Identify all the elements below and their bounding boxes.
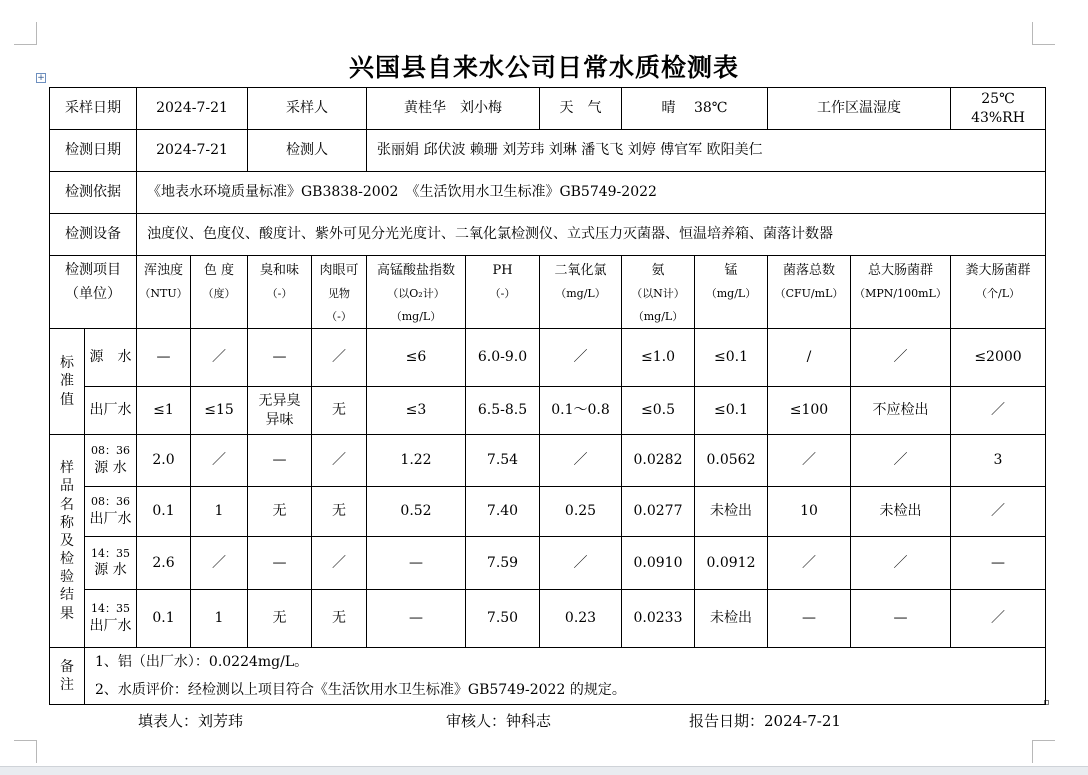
standard-value-cell[interactable]: ≤1 [137, 387, 191, 435]
tester-label: 检测人 [248, 130, 367, 172]
result-value-cell[interactable]: 0.0562 [695, 435, 768, 487]
result-value-cell[interactable]: ／ [851, 435, 951, 487]
column-header-line: （MPN/100mL） [854, 287, 947, 300]
column-header-line: 二氧化氯 [554, 263, 607, 278]
sample-time: 08：36 [91, 495, 130, 509]
result-value-cell[interactable]: ／ [312, 435, 367, 487]
samples-group-char: 品 [60, 478, 74, 495]
standard-row-label: 源 水 [85, 329, 137, 387]
water-quality-table [49, 87, 1046, 705]
result-value-cell[interactable]: 无 [248, 487, 312, 537]
sample-row-label [85, 487, 137, 537]
result-value-cell[interactable]: 未检出 [695, 590, 768, 648]
sample-type: 源 水 [94, 459, 127, 476]
move-icon[interactable]: + [37, 73, 45, 83]
result-value-cell[interactable]: ／ [951, 487, 1046, 537]
column-header-line: （-） [489, 287, 516, 300]
result-value-cell[interactable]: 0.1 [137, 487, 191, 537]
page-title: 兴国县自来水公司日常水质检测表 [348, 53, 739, 82]
standard-value-cell[interactable]: 无 [312, 387, 367, 435]
standard-value-cell[interactable]: ／ [951, 387, 1046, 435]
result-value-cell[interactable]: 未检出 [695, 487, 768, 537]
standard-value-cell[interactable]: ≤2000 [951, 329, 1046, 387]
column-header-line: （-） [266, 287, 293, 300]
column-header [768, 256, 851, 329]
result-value-cell[interactable]: 0.0910 [622, 537, 695, 590]
column-header [851, 256, 951, 329]
samples-group-char: 检 [60, 551, 74, 568]
remarks-label-char: 注 [60, 677, 74, 693]
column-header-line: （CFU/mL） [774, 287, 844, 300]
items-header-label-line1: 检测项目 [65, 262, 121, 278]
standard-value-cell[interactable]: 6.5-8.5 [466, 387, 540, 435]
column-header-line: 粪大肠菌群 [965, 263, 1031, 278]
standard-value-cell[interactable]: ≤3 [367, 387, 466, 435]
column-header-line: （-） [326, 310, 352, 323]
remarks-label-char: 备 [60, 658, 74, 675]
standard-value-cell[interactable]: — [248, 329, 312, 387]
standard-value-cell[interactable]: ≤15 [191, 387, 248, 435]
result-value-cell[interactable]: ／ [540, 537, 622, 590]
column-header [248, 256, 312, 329]
result-value-cell[interactable]: 无 [248, 590, 312, 648]
column-header-line: 氨 [651, 263, 665, 278]
sample-type: 出厂水 [89, 617, 132, 634]
standard-value-cell[interactable]: ≤0.1 [695, 387, 768, 435]
sample-row-label [85, 590, 137, 648]
result-value-cell[interactable]: 7.40 [466, 487, 540, 537]
samples-group-char: 结 [60, 587, 74, 604]
standard-value-cell[interactable]: 无异臭异味 [248, 387, 312, 435]
result-value-cell[interactable]: 0.0233 [622, 590, 695, 648]
column-header [137, 256, 191, 329]
result-value-cell[interactable]: 无 [312, 590, 367, 648]
column-header-line: 见物 [328, 287, 350, 300]
result-value-cell[interactable]: 0.25 [540, 487, 622, 537]
column-header [191, 256, 248, 329]
result-value-cell[interactable]: 3 [951, 435, 1046, 487]
column-header [367, 256, 466, 329]
test-date-value[interactable]: 2024-7-21 [137, 130, 248, 172]
result-value-cell[interactable]: 2.0 [137, 435, 191, 487]
result-value-cell[interactable]: ／ [191, 435, 248, 487]
standard-value-cell[interactable]: ／ [851, 329, 951, 387]
result-value-cell[interactable]: 未检出 [851, 487, 951, 537]
env-label: 工作区温湿度 [768, 88, 951, 130]
result-value-cell[interactable]: 0.1 [137, 590, 191, 648]
page-corner-mark [14, 740, 37, 763]
result-value-cell[interactable]: — [851, 590, 951, 648]
result-value-cell[interactable]: ／ [768, 435, 851, 487]
standard-row-label: 出厂水 [85, 387, 137, 435]
samples-group-char: 验 [60, 569, 74, 586]
column-header-line: 锰 [724, 263, 738, 278]
result-value-cell[interactable]: 0.0282 [622, 435, 695, 487]
standard-group-char: 标 [60, 355, 74, 372]
remarks-line-1: 1、铝（出厂水）：0.0224mg/L。 [95, 654, 309, 670]
result-value-cell[interactable]: — [248, 537, 312, 590]
equipment-label: 检测设备 [50, 214, 137, 256]
column-header-line: （以N计） [631, 287, 685, 300]
samples-group-char: 名 [60, 496, 74, 513]
sampler-label: 采样人 [248, 88, 367, 130]
sample-row-label [85, 435, 137, 487]
samples-group-char: 样 [60, 460, 74, 477]
standard-value-cell[interactable]: ≤0.1 [695, 329, 768, 387]
result-value-cell[interactable]: ／ [951, 590, 1046, 648]
standard-value-cell[interactable]: ≤1.0 [622, 329, 695, 387]
result-value-cell[interactable]: 0.52 [367, 487, 466, 537]
column-header-line: （mg/L） [632, 310, 684, 323]
sample-type: 源 水 [94, 562, 127, 579]
column-header-line: （以O₂计） [387, 287, 445, 300]
result-value-cell[interactable]: ／ [540, 435, 622, 487]
result-value-cell[interactable]: — [367, 590, 466, 648]
standard-value-cell[interactable]: ≤100 [768, 387, 851, 435]
standard-value-cell[interactable]: 0.1～0.8 [540, 387, 622, 435]
result-value-cell[interactable]: 无 [312, 487, 367, 537]
column-header [466, 256, 540, 329]
column-header-line: PH [492, 263, 513, 278]
result-value-cell[interactable]: 10 [768, 487, 851, 537]
sample-date-label: 采样日期 [50, 88, 137, 130]
basis-value[interactable]: 《地表水环境质量标准》GB3838-2002 《生活饮用水卫生标准》GB5749-2022 [137, 172, 1046, 214]
standard-value-cell[interactable]: ／ [540, 329, 622, 387]
standard-value-cell[interactable]: 不应检出 [851, 387, 951, 435]
env-value[interactable]: 25℃ 43%RH [951, 88, 1046, 130]
result-value-cell[interactable]: 1 [191, 487, 248, 537]
remarks-content[interactable] [85, 648, 1046, 705]
column-header [695, 256, 768, 329]
samples-group-char: 称 [60, 514, 74, 531]
tester-value[interactable]: 张丽娟 邱伏波 赖珊 刘芳玮 刘琳 潘飞飞 刘婷 傅官军 欧阳美仁 [367, 130, 1046, 172]
weather-label: 天 气 [540, 88, 622, 130]
sample-time: 14：35 [91, 602, 130, 616]
result-value-cell[interactable]: ／ [191, 537, 248, 590]
remarks-label [50, 648, 85, 705]
column-header [540, 256, 622, 329]
test-date-label: 检测日期 [50, 130, 137, 172]
reviewed-by: 审核人：钟科志 [446, 712, 552, 730]
result-value-cell[interactable]: — [768, 590, 851, 648]
sample-row-label [85, 537, 137, 590]
report-date: 报告日期：2024-7-21 [689, 712, 841, 730]
filled-by: 填表人：刘芳玮 [138, 712, 244, 730]
column-header-line: （度） [202, 287, 236, 300]
column-header-line: 浑浊度 [143, 263, 183, 278]
equipment-value[interactable]: 浊度仪、色度仪、酸度计、紫外可见分光光度计、二氧化氯检测仪、立式压力灭菌器、恒温培养箱、菌落计数器 [137, 214, 1046, 256]
items-header-label-line2: （单位） [65, 286, 121, 302]
samples-group-label [50, 435, 85, 648]
standard-value-cell[interactable]: — [137, 329, 191, 387]
weather-value[interactable]: 晴 38℃ [622, 88, 768, 130]
sample-time: 08：36 [91, 444, 130, 458]
result-value-cell[interactable]: ／ [851, 537, 951, 590]
column-header-line: 肉眼可 [319, 263, 359, 278]
column-header-line: 色 度 [203, 263, 235, 278]
column-header-line: 高锰酸盐指数 [376, 263, 455, 278]
sample-type: 出厂水 [89, 510, 132, 527]
result-value-cell[interactable]: 2.6 [137, 537, 191, 590]
standard-group-label [50, 329, 85, 435]
result-value-cell[interactable]: — [951, 537, 1046, 590]
standard-value-cell[interactable]: ／ [191, 329, 248, 387]
column-header-line: （个/L） [975, 287, 1020, 300]
remarks-line-2: 2、水质评价：经检测以上项目符合《生活饮用水卫生标准》GB5749-2022 的规定。 [95, 682, 626, 698]
result-value-cell[interactable]: 7.50 [466, 590, 540, 648]
sample-date-value[interactable]: 2024-7-21 [137, 88, 248, 130]
standard-value-cell[interactable]: ≤0.5 [622, 387, 695, 435]
page-corner-mark [14, 22, 37, 45]
standard-value-cell[interactable]: ≤6 [367, 329, 466, 387]
result-value-cell[interactable]: 0.23 [540, 590, 622, 648]
result-value-cell[interactable]: ／ [768, 537, 851, 590]
result-value-cell[interactable]: — [367, 537, 466, 590]
column-header-line: 菌落总数 [782, 263, 835, 278]
column-header [951, 256, 1046, 329]
result-value-cell[interactable]: 1 [191, 590, 248, 648]
column-header-line: 臭和味 [259, 263, 299, 278]
sample-time: 14：35 [91, 546, 130, 560]
column-header-line: （mg/L） [390, 310, 442, 323]
standard-group-char: 值 [60, 391, 74, 408]
result-value-cell[interactable]: — [248, 435, 312, 487]
result-value-cell[interactable]: 7.54 [466, 435, 540, 487]
samples-group-char: 果 [60, 605, 74, 622]
column-header [622, 256, 695, 329]
result-value-cell[interactable]: 7.59 [466, 537, 540, 590]
result-value-cell[interactable]: ／ [312, 537, 367, 590]
column-header-line: （NTU） [139, 287, 188, 300]
basis-label: 检测依据 [50, 172, 137, 214]
result-value-cell[interactable]: 0.0277 [622, 487, 695, 537]
sampler-value[interactable]: 黄桂华 刘小梅 [367, 88, 540, 130]
column-header-line: （mg/L） [705, 287, 757, 300]
standard-group-char: 准 [60, 373, 74, 390]
standard-value-cell[interactable]: 6.0-9.0 [466, 329, 540, 387]
samples-group-char: 及 [60, 532, 74, 549]
result-value-cell[interactable]: 0.0912 [695, 537, 768, 590]
column-header [312, 256, 367, 329]
standard-value-cell[interactable]: ／ [312, 329, 367, 387]
column-header-line: （mg/L） [555, 287, 606, 300]
items-header-label [50, 256, 137, 329]
page-corner-mark [1032, 740, 1055, 763]
column-header-line: 总大肠菌群 [867, 263, 933, 278]
page-corner-mark [1032, 22, 1055, 45]
standard-value-cell[interactable]: / [768, 329, 851, 387]
result-value-cell[interactable]: 1.22 [367, 435, 466, 487]
